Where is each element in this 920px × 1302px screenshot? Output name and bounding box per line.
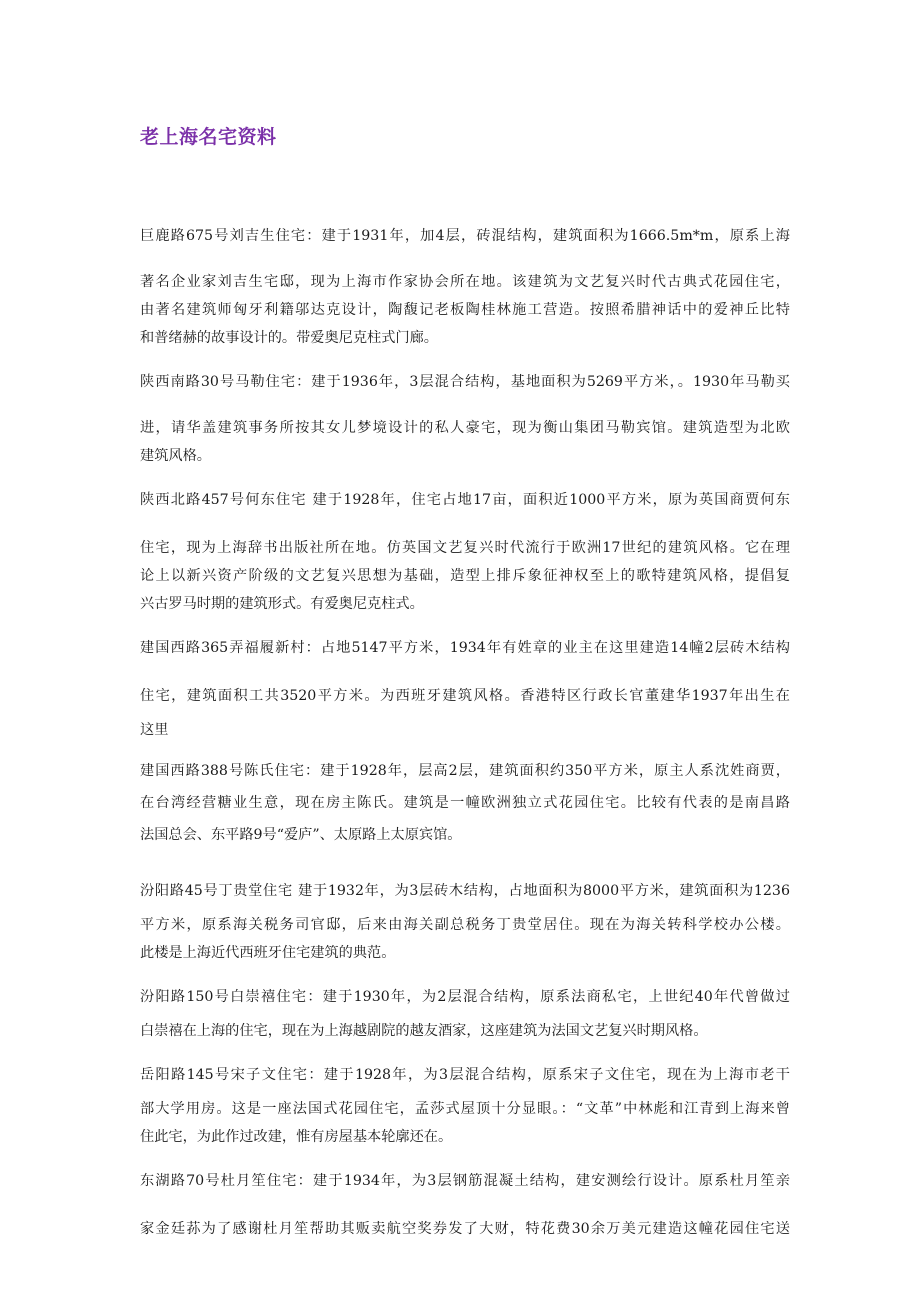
entry-bai-chongxi-residence — [140, 983, 790, 1045]
paragraph-line: 建筑风格。 — [140, 448, 211, 464]
paragraph-line: 和普绪赫的故事设计的。带爱奥尼克柱式门廊。 — [140, 330, 438, 346]
paragraph-line: 东湖路70号杜月笙住宅：建于1934年，为3层钢筋混凝土结构，建安测绘行设计。原系杜月笙亲 — [140, 1173, 790, 1189]
paragraph-line: 住此宅，为此作过改建，惟有房屋基本轮廓还在。 — [140, 1129, 453, 1145]
paragraph-line: 部大学用房。这是一座法国式花园住宅，孟莎式屋顶十分显眼。：“文革”中林彪和江青到上海来曾 — [140, 1101, 790, 1117]
paragraph-line: 著名企业家刘吉生宅邸，现为上海市作家协会所在地。该建筑为文艺复兴时代古典式花园住宅， — [140, 274, 790, 290]
paragraph-line: 陕西北路457号何东住宅 建于1928年，住宅占地17亩，面积近1000平方米，原为英国商贾何东 — [140, 492, 790, 508]
paragraph-line: 岳阳路145号宋子文住宅：建于1928年，为3层混合结构，原系宋子文住宅，现在为上海市老干 — [140, 1067, 790, 1083]
paragraph-line: 汾阳路45号丁贵堂住宅 建于1932年，为3层砖木结构，占地面积为8000平方米，建筑面积为1236 — [140, 883, 790, 899]
paragraph-line: 建国西路388号陈氏住宅：建于1928年，层高2层，建筑面积约350平方米，原主人系沈姓商贾， — [140, 763, 790, 779]
paragraph-line: 白崇禧在上海的住宅，现在为上海越剧院的越友酒家，这座建筑为法国文艺复兴时期风格。 — [140, 1023, 708, 1039]
paragraph-line: 建国西路365弄福履新村：占地5147平方米，1934年有姓章的业主在这里建造14幢2层砖木结构 — [140, 640, 790, 656]
entry-moller-residence — [140, 368, 790, 470]
document-body — [140, 222, 790, 1243]
paragraph-line: 汾阳路150号白崇禧住宅：建于1930年，为2层混合结构，原系法商私宅，上世纪40年代曾做过 — [140, 989, 790, 1005]
paragraph-line: 此楼是上海近代西班牙住宅建筑的典范。 — [140, 945, 396, 961]
entry-hedong-residence — [140, 486, 790, 618]
entry-ding-guitang-residence — [140, 877, 790, 967]
paragraph-line: 这里 — [140, 722, 169, 738]
entry-chen-residence — [140, 757, 790, 849]
paragraph-line: 家金廷荪为了感谢杜月笙帮助其贩卖航空奖券发了大财，特花费30余万美元建造这幢花园住宅送 — [140, 1221, 790, 1237]
entry-song-ziwen-residence — [140, 1061, 790, 1151]
paragraph-line: 论上以新兴资产阶级的文艺复兴思想为基础，造型上排斥象征神权至上的歌特建筑风格，提倡复 — [140, 568, 790, 584]
paragraph-line: 由著名建筑师匈牙利籍邬达克设计，陶馥记老板陶桂林施工营造。按照希腊神话中的爱神丘比特 — [140, 302, 790, 318]
paragraph-line: 兴古罗马时期的建筑形式。有爱奥尼克柱式。 — [140, 596, 424, 612]
paragraph-line: 进，请华盖建筑事务所按其女儿梦境设计的私人豪宅，现为衡山集团马勒宾馆。建筑造型为北欧 — [140, 420, 790, 436]
paragraph-line: 在台湾经营糖业生意，现在房主陈氏。建筑是一幢欧洲独立式花园住宅。比较有代表的是南昌路 — [140, 795, 790, 811]
paragraph-line: 陕西南路30号马勒住宅：建于1936年，3层混合结构，基地面积为5269平方米，。1930年马勒买 — [140, 374, 790, 390]
entry-du-yuesheng-residence — [140, 1167, 790, 1243]
paragraph-line: 巨鹿路675号刘吉生住宅：建于1931年，加4层，砖混结构，建筑面积为1666.5m*m，原系上海 — [140, 228, 790, 244]
paragraph-line: 住宅，现为上海辞书出版社所在地。仿英国文艺复兴时代流行于欧洲17世纪的建筑风格。它在理 — [140, 540, 790, 556]
entry-fulu-xincun — [140, 634, 790, 744]
paragraph-line: 住宅，建筑面积工共3520平方米。为西班牙建筑风格。香港特区行政长官董建华1937年出生在 — [140, 688, 790, 704]
paragraph-line: 平方米，原系海关税务司官邸，后来由海关副总税务丁贵堂居住。现在为海关转科学校办公楼。 — [140, 917, 790, 933]
paragraph-line: 法国总会、东平路9号“爱庐”、太原路上太原宾馆。 — [140, 827, 462, 843]
entry-liu-jisheng-residence — [140, 222, 790, 352]
document-title: 老上海名宅资料 — [140, 126, 277, 148]
